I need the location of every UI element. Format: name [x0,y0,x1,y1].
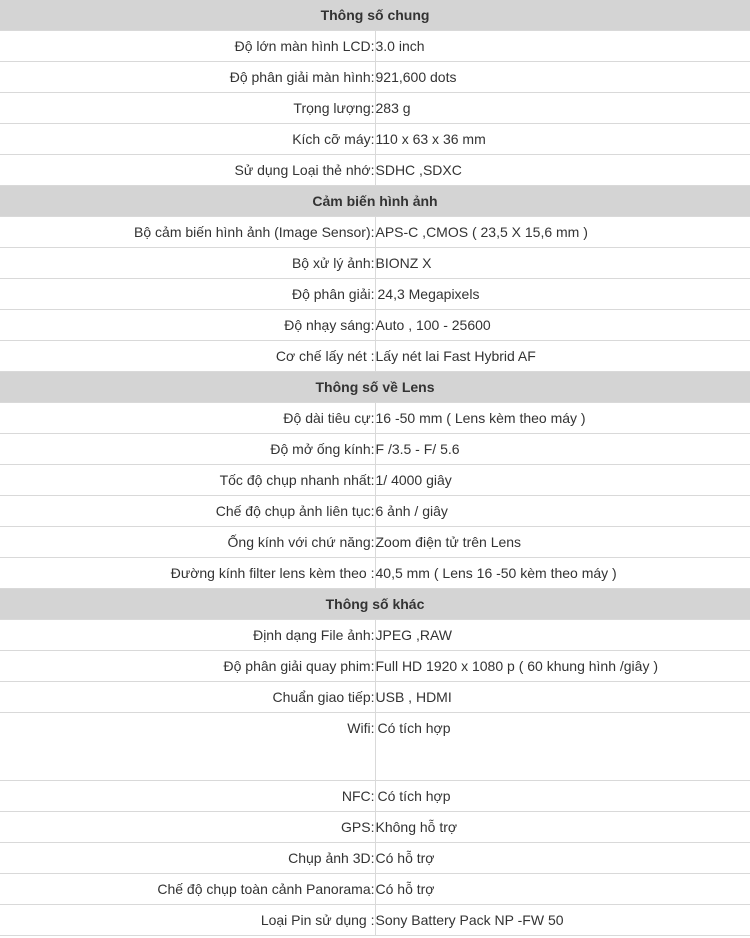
section-title: Thông số về Lens [0,372,750,403]
spec-row [0,781,750,812]
spec-row [0,812,750,843]
spec-value: JPEG ,RAW [375,620,750,651]
spec-row [0,93,750,124]
spec-value: 1/ 4000 giây [375,465,750,496]
spec-label: Độ phân giải quay phim: [0,651,375,682]
spec-label: GPS: [0,812,375,843]
spec-row [0,155,750,186]
spec-value: Lấy nét lai Fast Hybrid AF [375,341,750,372]
spec-row [0,279,750,310]
spec-label: Đường kính filter lens kèm theo : [0,558,375,589]
spec-value: Zoom điện tử trên Lens [375,527,750,558]
spec-row [0,31,750,62]
spec-label: Ống kính với chứ năng: [0,527,375,558]
spec-value: Có tích hợp [375,713,750,781]
spec-row [0,682,750,713]
spec-label: Chế độ chụp ảnh liên tục: [0,496,375,527]
spec-value: Có hỗ trợ [375,874,750,905]
spec-label: Bộ xử lý ảnh: [0,248,375,279]
spec-label: Chế độ chụp toàn cảnh Panorama: [0,874,375,905]
spec-label: Độ phân giải: [0,279,375,310]
spec-row [0,874,750,905]
spec-value: SDHC ,SDXC [375,155,750,186]
spec-label: Độ mở ống kính: [0,434,375,465]
section-header-other [0,589,750,620]
spec-row [0,124,750,155]
spec-row [0,905,750,936]
spec-label: Độ lớn màn hình LCD: [0,31,375,62]
spec-label: Trọng lượng: [0,93,375,124]
spec-row [0,843,750,874]
spec-row [0,248,750,279]
spec-label: Độ nhạy sáng: [0,310,375,341]
spec-row [0,310,750,341]
spec-label: Chụp ảnh 3D: [0,843,375,874]
spec-value: Không hỗ trợ [375,812,750,843]
spec-label: Sử dụng Loại thẻ nhớ: [0,155,375,186]
spec-label: Bộ cảm biến hình ảnh (Image Sensor): [0,217,375,248]
spec-row [0,558,750,589]
section-title: Thông số chung [0,0,750,31]
spec-row [0,713,750,781]
spec-row [0,496,750,527]
spec-value: BIONZ X [375,248,750,279]
spec-value: Có tích hợp [375,781,750,812]
spec-row [0,527,750,558]
spec-value: 110 x 63 x 36 mm [375,124,750,155]
spec-value: 24,3 Megapixels [375,279,750,310]
spec-label: Định dạng File ảnh: [0,620,375,651]
section-header-lens [0,372,750,403]
spec-label: Tốc độ chụp nhanh nhất: [0,465,375,496]
spec-value: 283 g [375,93,750,124]
section-title: Thông số khác [0,589,750,620]
spec-value: 6 ảnh / giây [375,496,750,527]
spec-label: Cơ chế lấy nét : [0,341,375,372]
spec-row [0,434,750,465]
spec-label: Loại Pin sử dụng : [0,905,375,936]
spec-row [0,341,750,372]
spec-value: 921,600 dots [375,62,750,93]
spec-label: NFC: [0,781,375,812]
spec-row [0,403,750,434]
spec-value: Có hỗ trợ [375,843,750,874]
spec-value: APS-C ,CMOS ( 23,5 X 15,6 mm ) [375,217,750,248]
spec-label: Kích cỡ máy: [0,124,375,155]
section-header-general [0,0,750,31]
spec-value: Full HD 1920 x 1080 p ( 60 khung hình /giây ) [375,651,750,682]
spec-label: Chuẩn giao tiếp: [0,682,375,713]
spec-value: 40,5 mm ( Lens 16 -50 kèm theo máy ) [375,558,750,589]
spec-label: Độ dài tiêu cự: [0,403,375,434]
spec-value: F /3.5 - F/ 5.6 [375,434,750,465]
spec-label: Wifi: [0,713,375,781]
spec-value: 3.0 inch [375,31,750,62]
section-header-image-sensor [0,186,750,217]
spec-value: Sony Battery Pack NP -FW 50 [375,905,750,936]
spec-row [0,620,750,651]
spec-row [0,465,750,496]
spec-value: USB , HDMI [375,682,750,713]
spec-label: Độ phân giải màn hình: [0,62,375,93]
spec-value: 16 -50 mm ( Lens kèm theo máy ) [375,403,750,434]
section-title: Cảm biến hình ảnh [0,186,750,217]
spec-row [0,217,750,248]
spec-row [0,651,750,682]
spec-value: Auto , 100 - 25600 [375,310,750,341]
spec-row [0,62,750,93]
